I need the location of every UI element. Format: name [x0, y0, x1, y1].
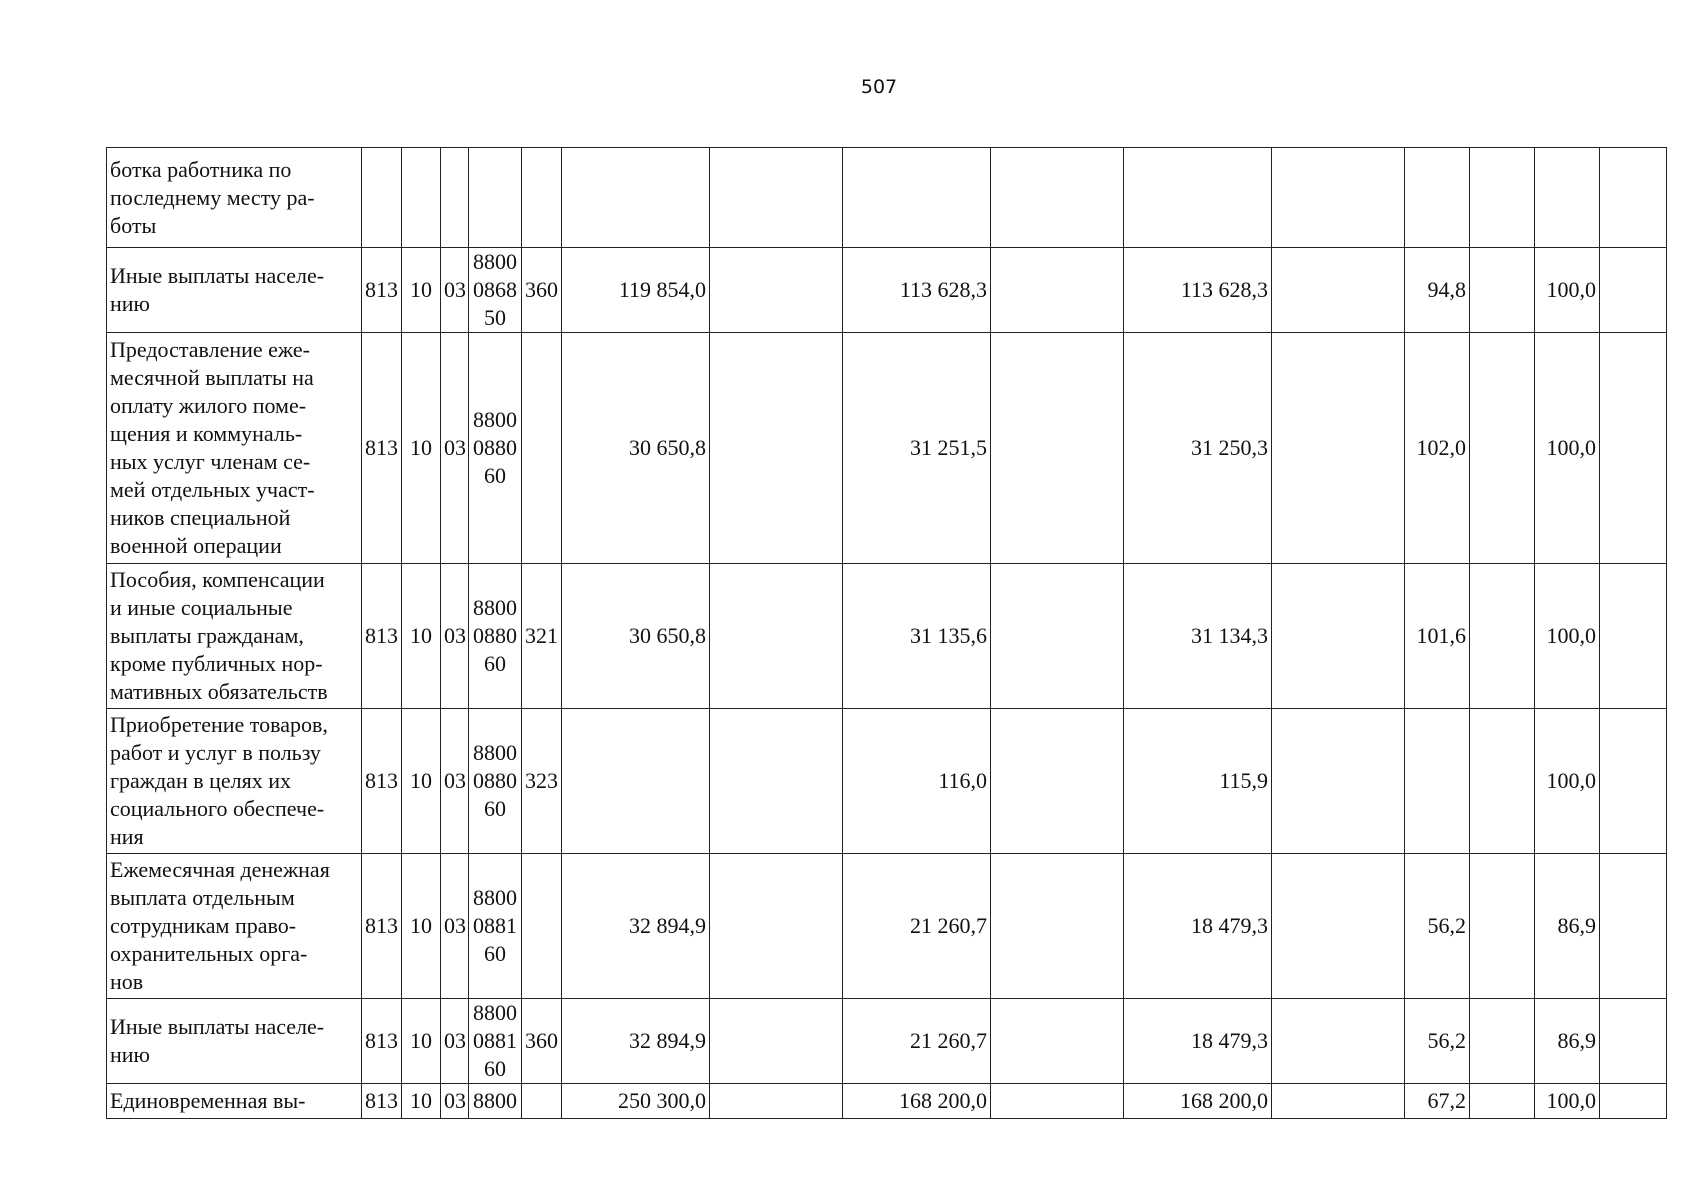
admin-code: 813: [362, 333, 402, 564]
row-name: Иные выплаты населе- нию: [107, 248, 362, 333]
empty-cell: [1470, 854, 1535, 999]
target-article-code: [469, 148, 522, 248]
target-article-code: 8800 0880 60: [469, 333, 522, 564]
empty-cell: [991, 148, 1124, 248]
target-article-code: 8800 0881 60: [469, 999, 522, 1084]
empty-cell: [1470, 248, 1535, 333]
section-code: 10: [402, 1084, 441, 1119]
empty-cell: [1600, 564, 1667, 709]
empty-cell: [710, 148, 843, 248]
page-number: 507: [860, 76, 898, 98]
admin-code: [362, 148, 402, 248]
expense-type-code: 360: [522, 999, 562, 1084]
amount-refined: 21 260,7: [843, 999, 991, 1084]
table-row: [107, 148, 1667, 248]
row-name: Иные выплаты населе- нию: [107, 999, 362, 1084]
empty-cell: [1600, 248, 1667, 333]
empty-cell: [1470, 148, 1535, 248]
expense-type-code: [522, 854, 562, 999]
amount-executed: 113 628,3: [1124, 248, 1272, 333]
percent-of-approved: 67,2: [1405, 1084, 1470, 1119]
expense-type-code: [522, 333, 562, 564]
empty-cell: [710, 999, 843, 1084]
amount-approved: 250 300,0: [562, 1084, 710, 1119]
target-article-code: 8800 0881 60: [469, 854, 522, 999]
admin-code: 813: [362, 999, 402, 1084]
empty-cell: [991, 854, 1124, 999]
empty-cell: [1600, 148, 1667, 248]
section-code: 10: [402, 564, 441, 709]
empty-cell: [1470, 333, 1535, 564]
percent-of-approved: 101,6: [1405, 564, 1470, 709]
subsection-code: 03: [441, 854, 469, 999]
percent-of-refined: 86,9: [1535, 999, 1600, 1084]
amount-refined: 31 251,5: [843, 333, 991, 564]
percent-of-refined: 100,0: [1535, 564, 1600, 709]
empty-cell: [1272, 148, 1405, 248]
percent-of-approved: 56,2: [1405, 999, 1470, 1084]
empty-cell: [1600, 999, 1667, 1084]
subsection-code: 03: [441, 1084, 469, 1119]
percent-of-approved: 94,8: [1405, 248, 1470, 333]
empty-cell: [1272, 999, 1405, 1084]
table-row: [107, 1084, 1667, 1119]
table-row: [107, 999, 1667, 1084]
empty-cell: [1470, 709, 1535, 854]
amount-executed: 168 200,0: [1124, 1084, 1272, 1119]
empty-cell: [710, 564, 843, 709]
empty-cell: [1600, 1084, 1667, 1119]
section-code: 10: [402, 999, 441, 1084]
expense-type-code: [522, 148, 562, 248]
section-code: 10: [402, 709, 441, 854]
empty-cell: [710, 248, 843, 333]
percent-of-refined: 100,0: [1535, 248, 1600, 333]
table-row: [107, 248, 1667, 333]
empty-cell: [1272, 1084, 1405, 1119]
subsection-code: 03: [441, 333, 469, 564]
section-code: [402, 148, 441, 248]
row-name: Пособия, компенсации и иные социальные выплаты гражданам, кроме публичных нор- мативных обязательств: [107, 564, 362, 709]
expense-type-code: [522, 1084, 562, 1119]
amount-refined: 31 135,6: [843, 564, 991, 709]
subsection-code: 03: [441, 709, 469, 854]
empty-cell: [991, 333, 1124, 564]
amount-approved: 30 650,8: [562, 564, 710, 709]
expense-type-code: 323: [522, 709, 562, 854]
amount-executed: [1124, 148, 1272, 248]
empty-cell: [991, 1084, 1124, 1119]
empty-cell: [1272, 709, 1405, 854]
amount-approved: [562, 148, 710, 248]
amount-executed: 18 479,3: [1124, 854, 1272, 999]
section-code: 10: [402, 854, 441, 999]
table-row: [107, 333, 1667, 564]
percent-of-refined: 100,0: [1535, 709, 1600, 854]
admin-code: 813: [362, 1084, 402, 1119]
empty-cell: [710, 333, 843, 564]
admin-code: 813: [362, 248, 402, 333]
empty-cell: [1470, 1084, 1535, 1119]
percent-of-refined: [1535, 148, 1600, 248]
budget-table: [106, 147, 1667, 1119]
empty-cell: [1272, 248, 1405, 333]
target-article-code: 8800 0880 60: [469, 564, 522, 709]
row-name: Ежемесячная денежная выплата отдельным сотрудникам право- охранительных орга- нов: [107, 854, 362, 999]
amount-refined: 113 628,3: [843, 248, 991, 333]
section-code: 10: [402, 333, 441, 564]
amount-approved: [562, 709, 710, 854]
empty-cell: [1272, 564, 1405, 709]
amount-executed: 31 250,3: [1124, 333, 1272, 564]
percent-of-approved: 56,2: [1405, 854, 1470, 999]
admin-code: 813: [362, 854, 402, 999]
empty-cell: [991, 248, 1124, 333]
percent-of-refined: 100,0: [1535, 333, 1600, 564]
amount-executed: 18 479,3: [1124, 999, 1272, 1084]
empty-cell: [710, 1084, 843, 1119]
expense-type-code: 321: [522, 564, 562, 709]
amount-refined: 168 200,0: [843, 1084, 991, 1119]
target-article-code: 8800 0868 50: [469, 248, 522, 333]
admin-code: 813: [362, 564, 402, 709]
amount-refined: 116,0: [843, 709, 991, 854]
subsection-code: 03: [441, 248, 469, 333]
subsection-code: [441, 148, 469, 248]
empty-cell: [1272, 854, 1405, 999]
empty-cell: [1470, 999, 1535, 1084]
amount-approved: 119 854,0: [562, 248, 710, 333]
admin-code: 813: [362, 709, 402, 854]
empty-cell: [1470, 564, 1535, 709]
percent-of-refined: 86,9: [1535, 854, 1600, 999]
percent-of-approved: 102,0: [1405, 333, 1470, 564]
row-name: Приобретение товаров, работ и услуг в пользу граждан в целях их социального обеспече- ния: [107, 709, 362, 854]
percent-of-approved: [1405, 709, 1470, 854]
table-row: [107, 854, 1667, 999]
empty-cell: [710, 854, 843, 999]
subsection-code: 03: [441, 564, 469, 709]
empty-cell: [991, 564, 1124, 709]
table-row: [107, 709, 1667, 854]
target-article-code: 8800: [469, 1084, 522, 1119]
row-name: Предоставление еже- месячной выплаты на оплату жилого поме- щения и коммуналь- ных услуг членам се- мей отдельных участ- ников специальной военной операции: [107, 333, 362, 564]
percent-of-refined: 100,0: [1535, 1084, 1600, 1119]
row-name: Единовременная вы-: [107, 1084, 362, 1119]
empty-cell: [710, 709, 843, 854]
empty-cell: [991, 709, 1124, 854]
target-article-code: 8800 0880 60: [469, 709, 522, 854]
empty-cell: [1272, 333, 1405, 564]
subsection-code: 03: [441, 999, 469, 1084]
amount-refined: [843, 148, 991, 248]
empty-cell: [1600, 709, 1667, 854]
table-body: [107, 148, 1667, 1119]
amount-refined: 21 260,7: [843, 854, 991, 999]
empty-cell: [1600, 333, 1667, 564]
amount-approved: 32 894,9: [562, 854, 710, 999]
amount-executed: 115,9: [1124, 709, 1272, 854]
section-code: 10: [402, 248, 441, 333]
percent-of-approved: [1405, 148, 1470, 248]
expense-type-code: 360: [522, 248, 562, 333]
amount-approved: 30 650,8: [562, 333, 710, 564]
amount-executed: 31 134,3: [1124, 564, 1272, 709]
row-name: ботка работника по последнему месту ра- боты: [107, 148, 362, 248]
empty-cell: [1600, 854, 1667, 999]
amount-approved: 32 894,9: [562, 999, 710, 1084]
empty-cell: [991, 999, 1124, 1084]
table-row: [107, 564, 1667, 709]
